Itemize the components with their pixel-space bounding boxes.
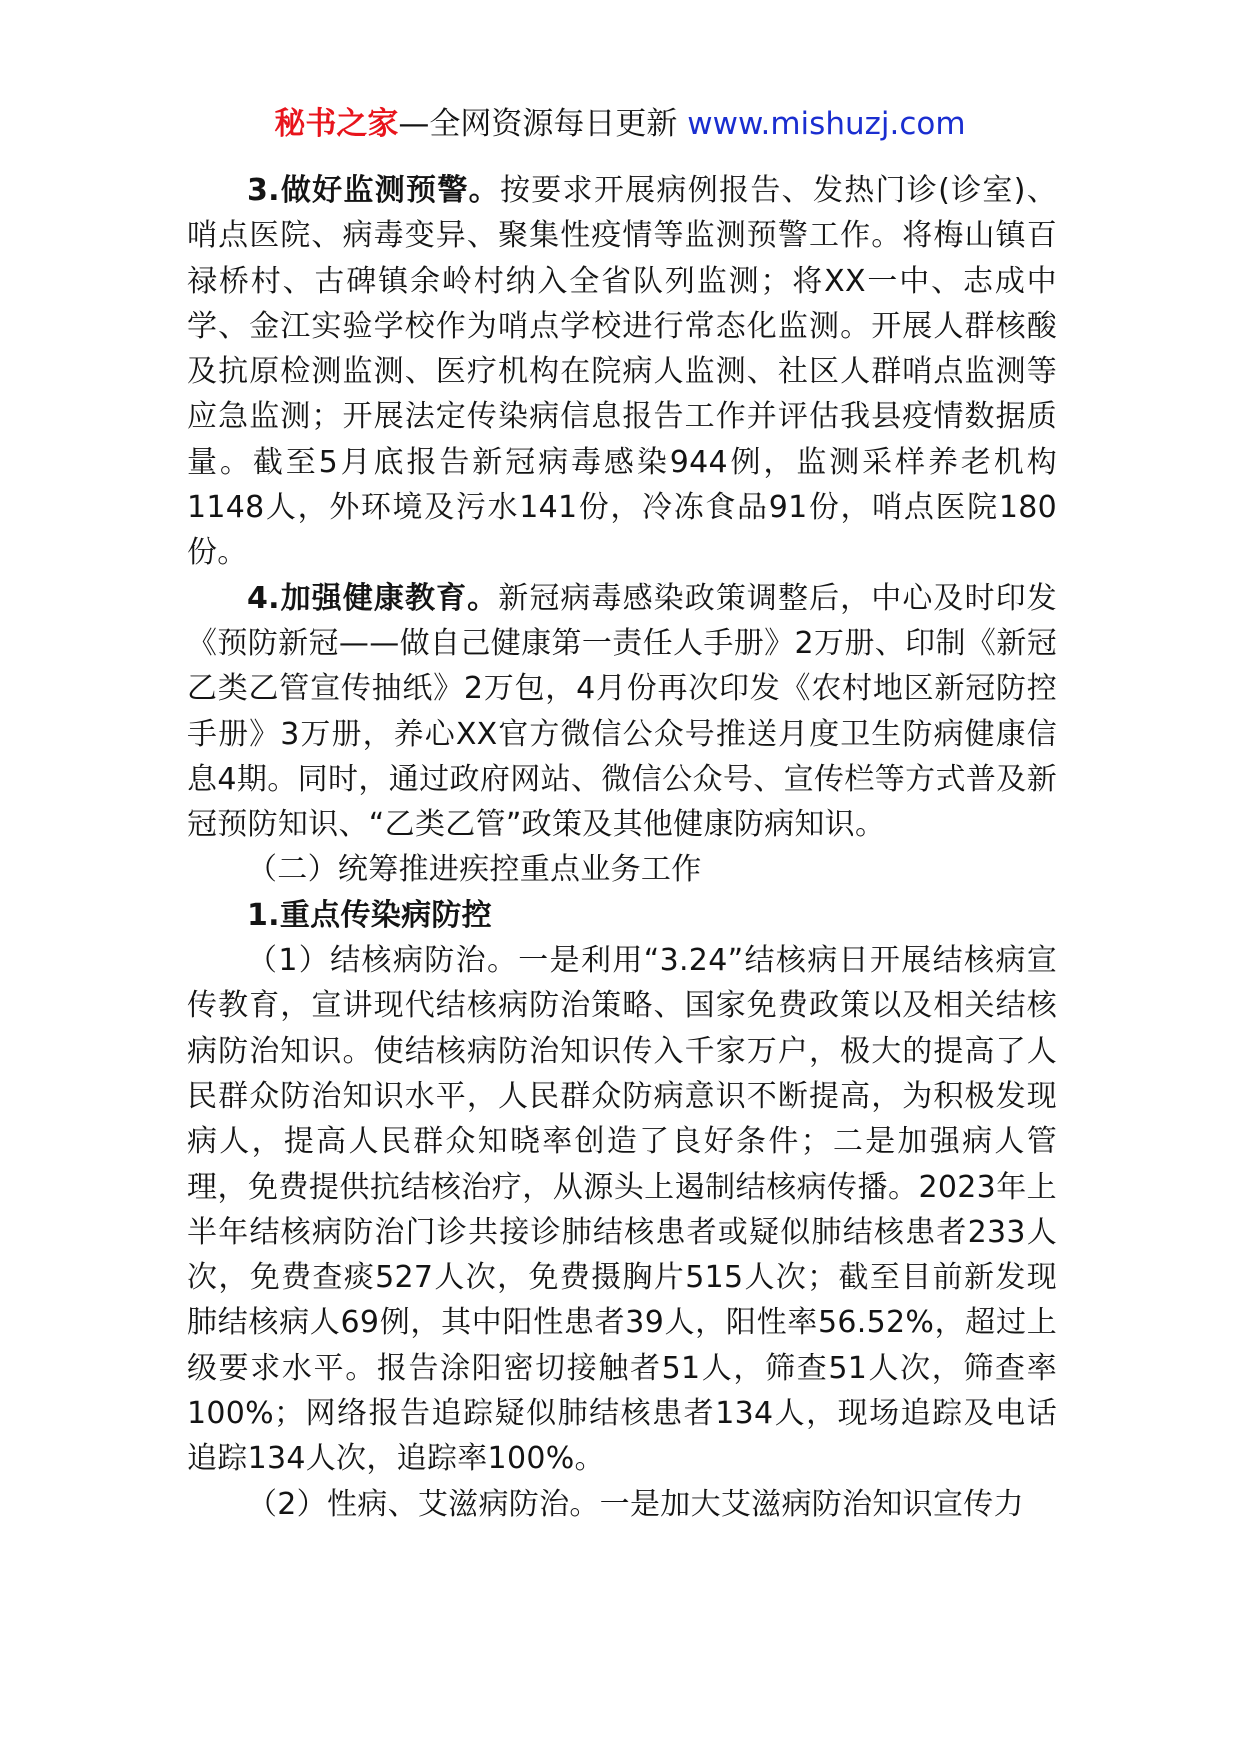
subsection-title-infectious-disease — [187, 893, 1057, 938]
paragraph-text: 按要求开展病例报告、发热门诊(诊室)、哨点医院、病毒变异、聚集性疫情等监测预警工作。将梅山镇百禄桥村、古碑镇余岭村纳入全省队列监测；将XX一中、志成中学、金江实验学校作为哨点学校进行常态化监测。开展人群核酸及抗原检测监测、医疗机构在院病人监测、社区人群哨点监测等应急监测；开展法定传染病信息报告工作并评估我县疫情数据质量。截至5月底报告新冠病毒感染944例，监测采样养老机构1148人，外环境及污水141份，冷冻食品91份，哨点医院180份。 — [187, 173, 1057, 571]
paragraph-monitoring-warning — [187, 168, 1057, 576]
subsection-heading: 1.重点传染病防控 — [247, 897, 492, 933]
brand-name: 秘书之家 — [274, 106, 399, 142]
paragraph-tuberculosis — [187, 938, 1057, 1482]
paragraph-health-education — [187, 576, 1057, 848]
paragraph-text: （1）结核病防治。一是利用“3.24”结核病日开展结核病宣传教育，宣讲现代结核病防治策略、国家免费政策以及相关结核病防治知识。使结核病防治知识传入千家万户，极大的提高了人民群众防治知识水平，人民群众防病意识不断提高，为积极发现病人，提高人民群众知晓率创造了良好条件；二是加强病人管理，免费提供抗结核治疗，从源头上遏制结核病传播。2023年上半年结核病防治门诊共接诊肺结核患者或疑似肺结核患者233人次，免费查痰527人次，免费摄胸片515人次；截至目前新发现肺结核病人69例，其中阳性患者39人，阳性率56.52%，超过上级要求水平。报告涂阳密切接触者51人，筛查51人次，筛查率100%；网络报告追踪疑似肺结核患者134人，现场追踪及电话追踪134人次，追踪率100%。 — [187, 943, 1057, 1477]
document-body — [187, 168, 1057, 1527]
section-heading: 4.加强健康教育。 — [247, 580, 499, 616]
paragraph-text: （2）性病、艾滋病防治。一是加大艾滋病防治知识宣传力 — [247, 1486, 1024, 1522]
section-title-text: （二）统筹推进疾控重点业务工作 — [247, 852, 702, 888]
paragraph-text: 新冠病毒感染政策调整后，中心及时印发《预防新冠——做自己健康第一责任人手册》2万册、印制《新冠乙类乙管宣传抽纸》2万包，4月份再次印发《农村地区新冠防控手册》3万册，养心XX官方微信公众号推送月度卫生防病健康信息4期。同时，通过政府网站、微信公众号、宣传栏等方式普及新冠预防知识、“乙类乙管”政策及其他健康防病知识。 — [187, 580, 1057, 843]
section-heading: 3.做好监测预警。 — [247, 173, 500, 208]
page-header — [0, 102, 1240, 146]
header-tagline: —全网资源每日更新 — [398, 106, 678, 142]
section-title-key-work — [187, 847, 1057, 892]
website-link[interactable]: www.mishuzj.com — [687, 106, 966, 142]
paragraph-std-aids — [187, 1482, 1057, 1527]
